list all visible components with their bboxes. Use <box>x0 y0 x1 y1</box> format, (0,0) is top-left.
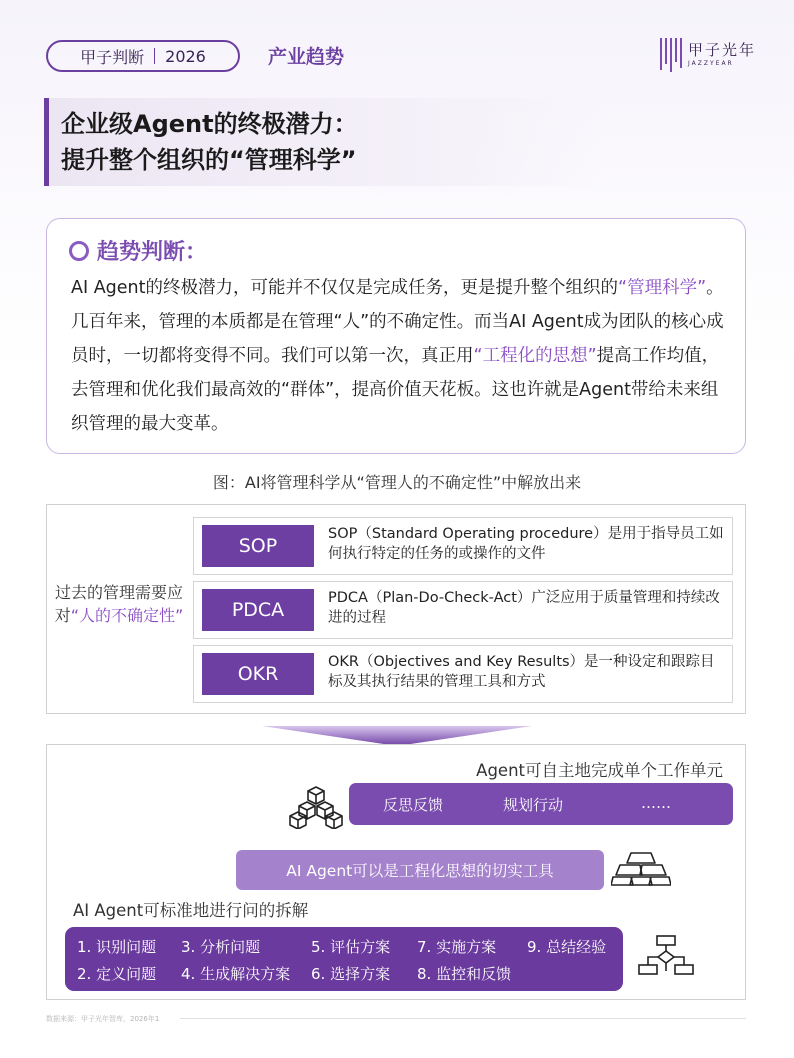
method-desc: PDCA（Plan-Do-Check-Act）广泛应用于质量管理和持续改进的过程 <box>328 590 720 626</box>
method-tag: OKR <box>202 653 314 695</box>
header-year: 2026 <box>165 46 206 66</box>
agent-item: 反思反馈 <box>383 796 444 814</box>
logo-cn-text: 甲子光年 <box>688 41 757 59</box>
method-row-okr <box>193 645 733 703</box>
logo-en-text: JAZZYEAR <box>688 60 734 67</box>
method-row-pdca <box>193 581 733 639</box>
past-management-note <box>47 581 191 627</box>
problem-steps-bar <box>65 927 623 991</box>
header-pill <box>46 40 240 72</box>
figure-caption: 图：AI将管理科学从“管理人的不确定性”中解放出来 <box>212 473 582 492</box>
agent-capability-bar <box>349 783 733 825</box>
title-line-1: 企业级Agent的终极潜力： <box>61 110 358 138</box>
trend-paragraph <box>71 271 731 441</box>
step-item: 1. 识别问题 <box>77 938 157 956</box>
step-item: 4. 生成解决方案 <box>181 965 291 983</box>
circle-bullet-icon <box>69 241 89 261</box>
trend-highlight-2: “工程化的思想” <box>473 346 597 366</box>
method-desc: SOP（Standard Operating procedure）是用于指导员工如何执行特定的任务的或操作的文件 <box>328 526 724 562</box>
engineering-tool-bar: AI Agent可以是工程化思想的切实工具 <box>236 850 604 890</box>
agent-panel <box>46 744 746 1000</box>
trend-text-3: 提高工作均值，去管理和优化我们最高效的“群体”，提高价值天花板。这也许就是Agent带给未来组织管理的最大变革。 <box>71 346 720 434</box>
trend-label: 趋势判断： <box>97 240 208 265</box>
agent-item: …… <box>641 794 671 812</box>
trend-text-2: 。几百年来，管理的本质都是在管理“人”的不确定性。而当AI Agent成为团队的核心成员时，一切都将变得不同。我们可以第一次，真正用 <box>71 278 724 366</box>
footer-divider <box>180 1018 746 1019</box>
method-row-sop <box>193 517 733 575</box>
method-tag: SOP <box>202 525 314 567</box>
brand-logo <box>660 38 756 72</box>
header-category: 产业趋势 <box>268 46 345 68</box>
step-item: 2. 定义问题 <box>77 965 157 983</box>
method-desc: OKR（Objectives and Key Results）是一种设定和跟踪目标及其执行结果的管理工具和方式 <box>328 654 715 690</box>
gold-bars-icon <box>611 851 671 887</box>
trend-highlight-1: “管理科学” <box>618 278 707 298</box>
past-management-panel <box>46 504 746 714</box>
trend-judgment-box <box>46 218 746 454</box>
page-title <box>44 98 604 186</box>
cubes-icon <box>289 785 343 829</box>
step-item: 9. 总结经验 <box>527 938 607 956</box>
agent-title: Agent可自主地完成单个工作单元 <box>476 761 723 780</box>
method-tag: PDCA <box>202 589 314 631</box>
decomposition-title: AI Agent可标准地进行问的拆解 <box>73 901 309 920</box>
step-item: 3. 分析问题 <box>181 938 261 956</box>
step-item: 5. 评估方案 <box>311 938 391 956</box>
step-item: 6. 选择方案 <box>311 965 391 983</box>
step-item: 7. 实施方案 <box>417 938 497 956</box>
logo-mark-icon <box>660 38 682 72</box>
header-divider <box>154 48 155 64</box>
trend-text-1: AI Agent的终极潜力，可能并不仅仅是完成任务，更是提升整个组织的 <box>71 278 618 298</box>
past-note-text: 过去的管理需要应对 <box>54 583 183 625</box>
past-note-highlight: “人的不确定性” <box>70 606 184 625</box>
source-note: 数据来源：甲子光年智库，2026年1 <box>46 1015 160 1023</box>
down-arrow-icon <box>262 726 532 746</box>
step-item: 8. 监控和反馈 <box>417 965 512 983</box>
flowchart-icon <box>637 935 695 983</box>
agent-item: 规划行动 <box>503 796 564 814</box>
title-line-2: 提升整个组织的“管理科学” <box>61 146 357 174</box>
header-brand: 甲子判断 <box>80 47 145 67</box>
